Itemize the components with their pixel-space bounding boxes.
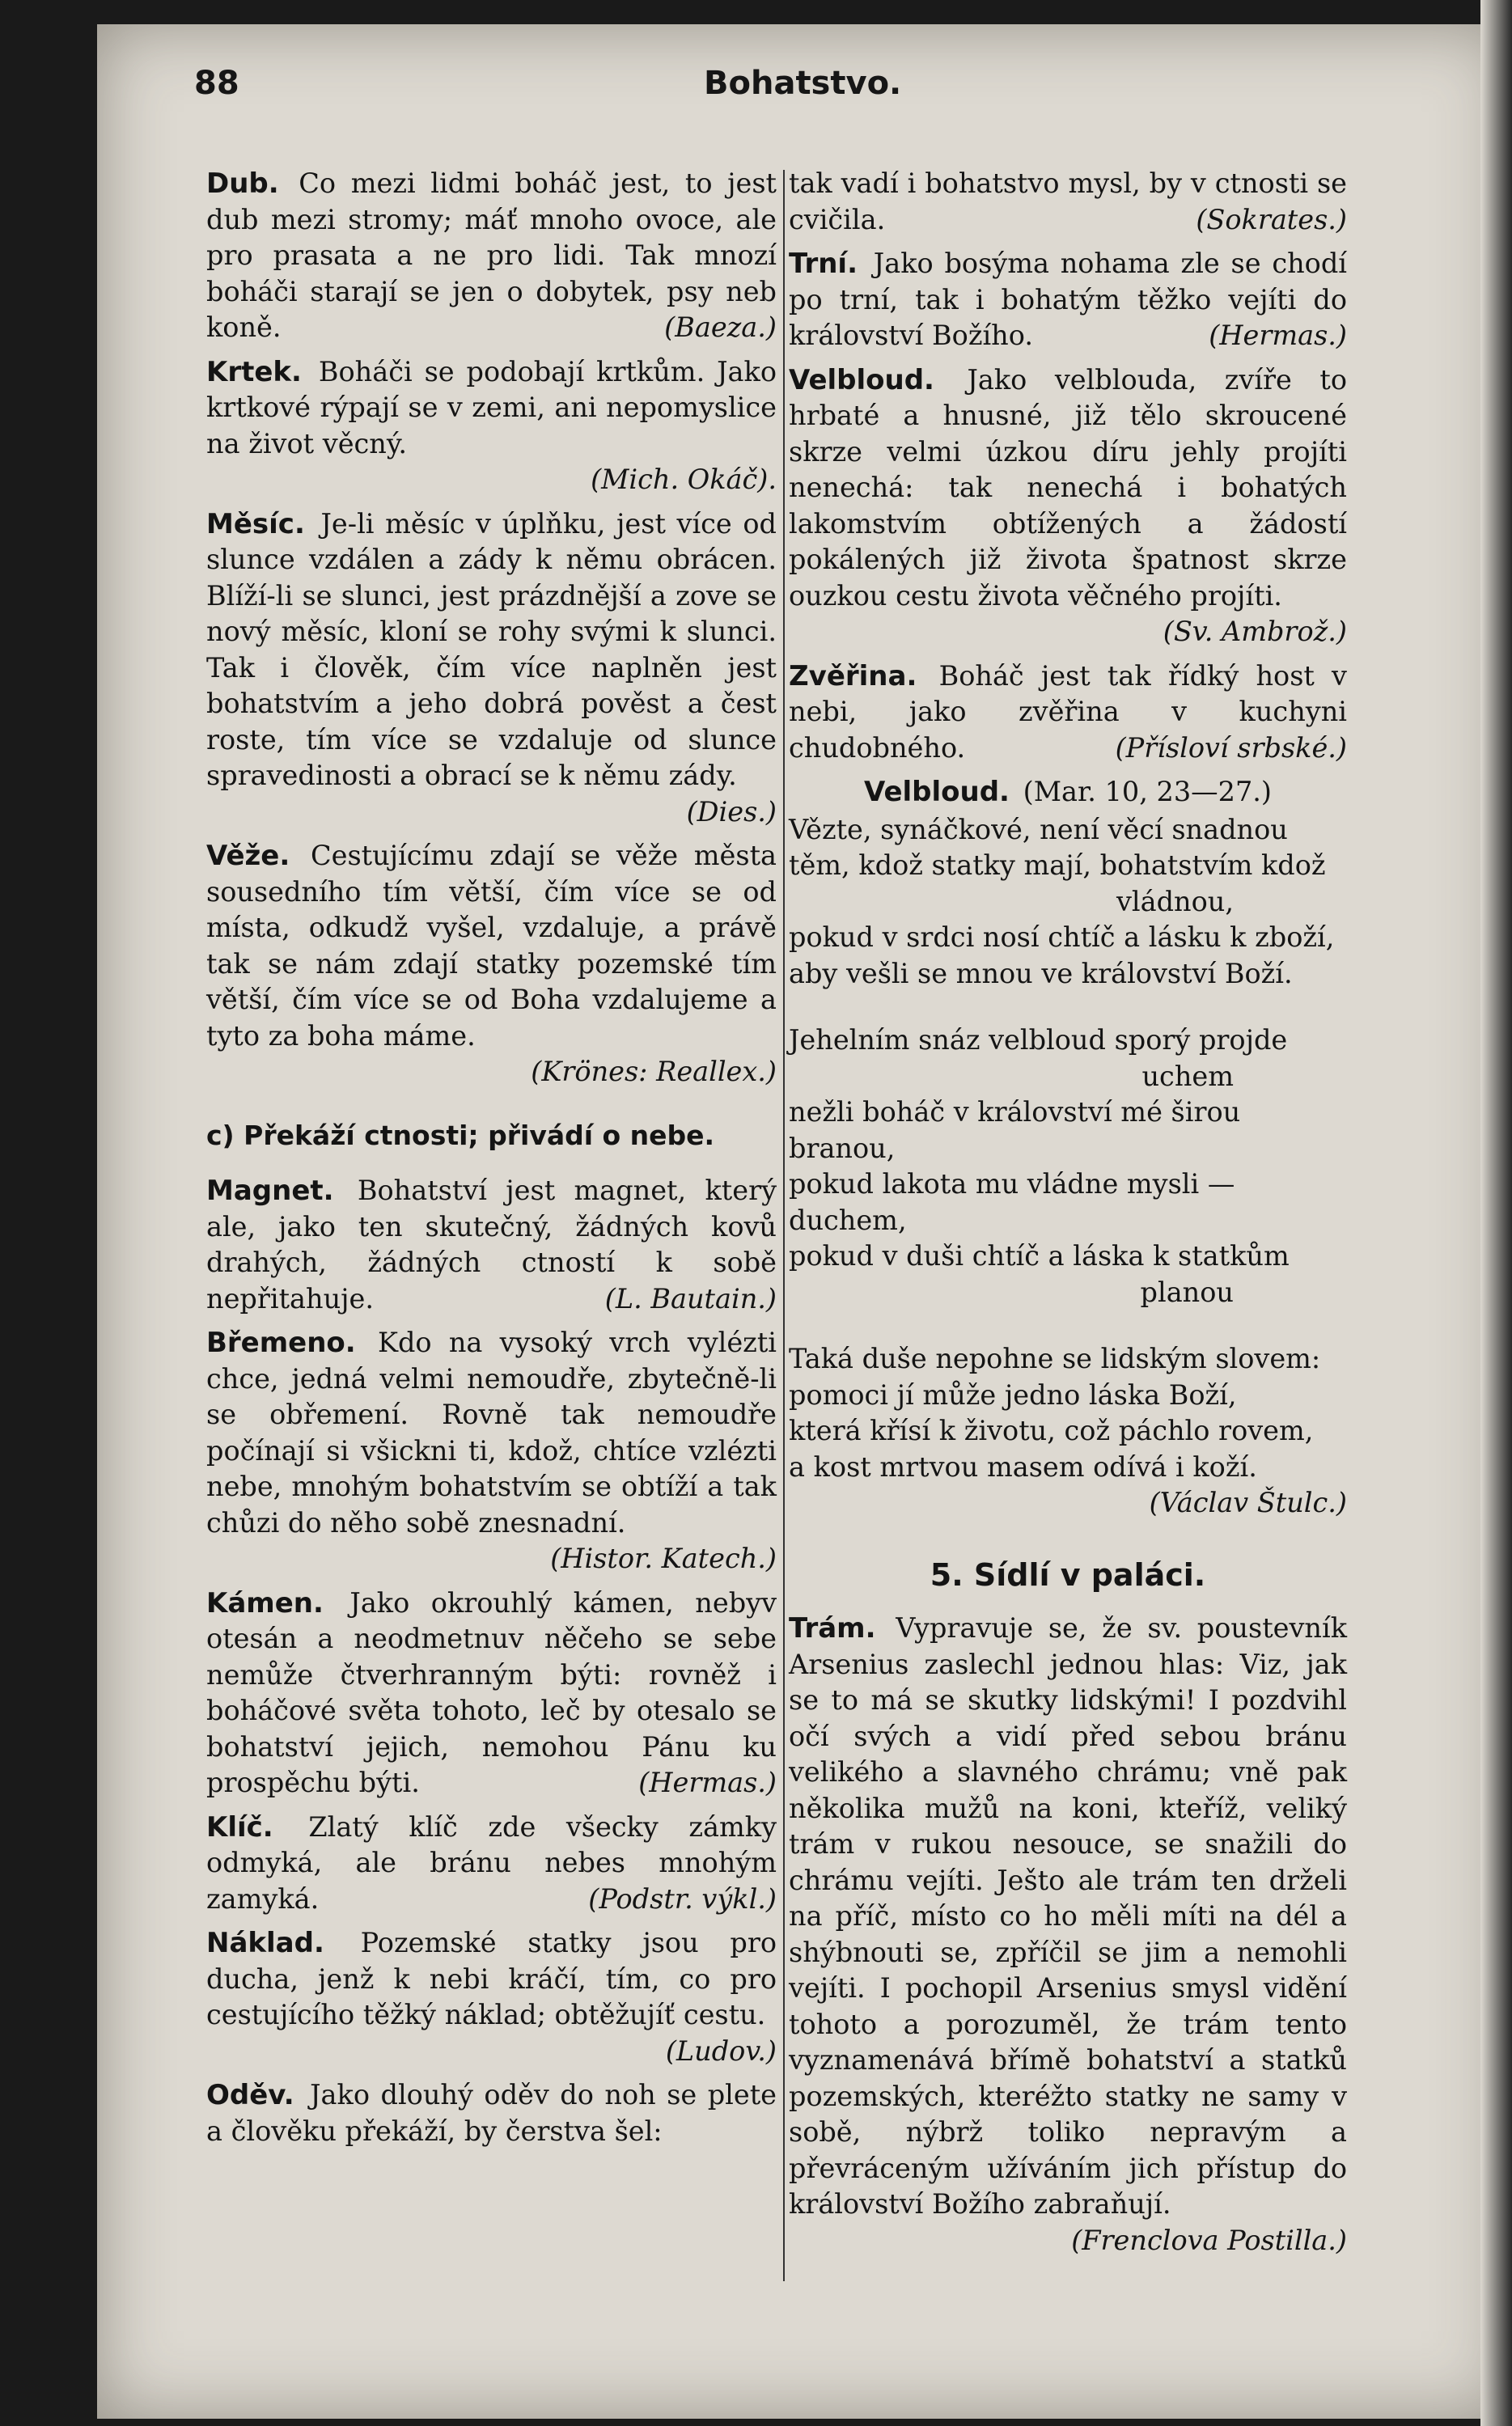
entry-source: (Dies.) bbox=[686, 795, 777, 828]
entry-text: Kdo na vysoký vrch vylézti chce, jedná velmi nemoudře, zbytečně-li se obřemení. Rovně tak nemoudře počínají si všickni ti, kdož, chtíce vzlézti nebe, mnohým bohatstvím se obtíží a tak chůzi do něho sobě znesnadní. bbox=[206, 1327, 777, 1539]
entry-source: (Baeza.) bbox=[664, 311, 777, 343]
entry-keyword: Klíč. bbox=[206, 1810, 273, 1844]
entry-source: (Mich. Okáč). bbox=[591, 464, 777, 495]
entry-bremeno bbox=[206, 1325, 777, 1577]
entry-mesic bbox=[206, 506, 777, 831]
entry-keyword: Trám. bbox=[789, 1612, 876, 1645]
verse-line: Vězte, synáčkové, není věcí snadnou bbox=[789, 813, 1288, 845]
verse-line: nežli boháč v království mé širou branou, bbox=[789, 1096, 1241, 1164]
entry-keyword: Dub. bbox=[206, 167, 279, 200]
verse-line: vládnou, bbox=[1116, 885, 1234, 917]
verse-line: která křísí k životu, což páchlo rovem, bbox=[789, 1415, 1314, 1446]
verse-line: Jehelním snáz velbloud sporý projde bbox=[789, 1024, 1288, 1056]
verse-line: pomoci jí může jedno láska Boží, bbox=[789, 1378, 1237, 1411]
entry-keyword: Měsíc. bbox=[206, 507, 305, 540]
entry-klic bbox=[206, 1810, 777, 1918]
entry-text: Jako bosýma nohama zle se chodí po trní, tak i bohatým těžko vejíti do království Božího. bbox=[789, 248, 1347, 351]
entry-keyword: Věže. bbox=[206, 840, 290, 872]
poem-stanza bbox=[789, 1341, 1347, 1485]
entry-text: Jako dlouhý oděv do noh se plete a člověku překáží, by čerstva šel: bbox=[206, 2079, 777, 2147]
verse-line: těm, kdož statky mají, bohatstvím kdož bbox=[789, 849, 1326, 881]
right-column bbox=[789, 166, 1347, 2267]
entry-velbloud bbox=[789, 362, 1347, 650]
entry-keyword: Krtek. bbox=[206, 355, 302, 388]
poem-keyword: Velbloud. bbox=[863, 776, 1010, 808]
verse-line: a kost mrtvou masem odívá i koží. bbox=[789, 1450, 1257, 1483]
entry-odev bbox=[206, 2077, 777, 2149]
left-column bbox=[206, 166, 777, 2157]
entry-source: (Histor. Katech.) bbox=[550, 1543, 777, 1574]
verse-line: pokud v srdci nosí chtíč a lásku k zboží, bbox=[789, 921, 1335, 953]
entry-text: Jako okrouhlý kámen, nebyv otesán a neodmetnuv něčeho se sebe nemůže čtverhranným býti: rovněž i boháčové světa tohoto, leč by otesalo se bohatství jejich, nemohou Pánu ku prospěchu býti. bbox=[206, 1586, 777, 1798]
entry-keyword: Magnet. bbox=[206, 1175, 334, 1207]
entry-veze bbox=[206, 838, 777, 1090]
entry-text: Cestujícímu zdají se věže města sousedního tím větší, čím více se od místa, odkudž vyšel, vzdaluje, a právě tak se nám zdají statky pozemské tím větší, čím více se od Boha vzdalujeme a tyto za boha máme. bbox=[206, 840, 777, 1052]
entry-keyword: Břemeno. bbox=[206, 1327, 356, 1359]
entry-source: (Frenclova Postilla.) bbox=[1071, 2224, 1347, 2256]
entry-text: Boháči se podobají krtkům. Jako krtkové rýpají se v zemi, ani nepomyslice na život věcný. bbox=[206, 355, 777, 459]
verse-line: uchem bbox=[1141, 1060, 1234, 1092]
entry-source: (Hermas.) bbox=[638, 1767, 777, 1798]
poem-stanza bbox=[789, 1022, 1347, 1310]
entry-text: Co mezi lidmi boháč jest, to jest dub mezi stromy; máť mnoho ovoce, ale pro prasata a ne pro lidi. Tak mnozí boháči starají se jen o dobytek, psy neb koně. bbox=[206, 167, 777, 343]
entry-magnet bbox=[206, 1173, 777, 1317]
verse-line: pokud lakota mu vládne mysli — duchem, bbox=[789, 1168, 1235, 1236]
entry-kamen bbox=[206, 1586, 777, 1802]
entry-krtek bbox=[206, 354, 777, 498]
entry-text: Pozemské statky jsou pro ducha, jenž k nebi kráčí, tím, co pro cestujícího těžký náklad; obtěžujíť cestu. bbox=[206, 1927, 777, 2030]
entry-source: (Sokrates.) bbox=[1196, 203, 1347, 235]
entry-keyword: Zvěřina. bbox=[789, 659, 917, 692]
entry-tram bbox=[789, 1611, 1347, 2259]
section-heading: 5. Sídlí v paláci. bbox=[930, 1556, 1206, 1593]
entry-keyword: Náklad. bbox=[206, 1927, 324, 1959]
running-title: Bohatstvo. bbox=[704, 65, 902, 102]
entry-source: (Podstr. výkl.) bbox=[588, 1882, 777, 1915]
entry-keyword: Trní. bbox=[789, 248, 858, 280]
verse-line: planou bbox=[1140, 1276, 1234, 1308]
entry-continuation bbox=[789, 166, 1347, 238]
subheading: c) Překáží ctnosti; přivádí o nebe. bbox=[206, 1119, 715, 1151]
poem-stanza bbox=[789, 812, 1347, 993]
entry-source: (Hermas.) bbox=[1209, 320, 1347, 351]
entry-source: (Přísloví srbské.) bbox=[1115, 731, 1347, 764]
entry-text: Bohatství jest magnet, který ale, jako ten skutečný, žádných kovů drahých, žádných ctností k sobě nepřitahuje. bbox=[206, 1175, 777, 1315]
entry-keyword: Velbloud. bbox=[789, 363, 934, 396]
verse-line: Taká duše nepohne se lidským slovem: bbox=[789, 1343, 1321, 1374]
entry-text: Jako velblouda, zvíře to hrbaté a hnusné, již tělo skroucené skrze velmi úzkou díru jehly projíti nenechá: tak nenechá i bohatých lakomstvím obtížených a žádostí pokálených již života špatnost skrze ouzkou cestu života věčného projíti. bbox=[789, 363, 1348, 612]
entry-source: (Ludov.) bbox=[665, 2034, 777, 2067]
entry-source: (L. Bautain.) bbox=[604, 1282, 777, 1315]
entry-keyword: Kámen. bbox=[206, 1586, 324, 1619]
entry-text: Zlatý klíč zde všecky zámky odmyká, ale bránu nebes mnohým zamyká. bbox=[206, 1810, 777, 1915]
entry-naklad bbox=[206, 1925, 777, 2069]
entry-text: Vypravuje se, že sv. poustevník Arsenius zaslechl jednou hlas: Viz, jak se to má se skutky lidskými! I pozdvihl očí svých a vidí před sebou bránu velikého a slavného chrámu; vně pak několika mužů na koni, kteříž, veliký trám v rukou nesouce, se snažili do chrámu vejíti. Ješto ale trám ten drželi na příč, místo co ho měli míti na dél a shýbnouti se, zpříčil se jim a nemohli vejíti. I pochopil Arsenius smysl vidění tohoto a porozuměl, že trám tento vyznamenává břímě bohatství a statků pozemských, kteréžto statky ne samy v sobě, nýbrž toliko nepravým a převráceným užíváním jich přístup do království Božího zabraňují. bbox=[789, 1612, 1347, 2220]
poem-reference: (Mar. 10, 23—27.) bbox=[1023, 776, 1272, 807]
entry-source: (Krönes: Reallex.) bbox=[531, 1056, 777, 1087]
entry-trni bbox=[789, 246, 1347, 354]
entry-source: (Sv. Ambrož.) bbox=[1163, 616, 1347, 647]
page-header bbox=[194, 65, 1480, 113]
poem-author: (Václav Štulc.) bbox=[1149, 1487, 1347, 1518]
entry-text: Je-li měsíc v úplňku, jest více od slunce vzdálen a zády k němu obrácen. Blíží-li se slunci, jest prázdnější a zove se nový měsíc, kloní se rohy svými k slunci. Tak i člověk, čím více naplněn jest bohatstvím a jeho dobrá pověst a čest roste, tím více se vzdaluje od slunce spravedinosti a obrací se k němu zády. bbox=[206, 507, 777, 791]
verse-line: aby vešli se mnou ve království Boží. bbox=[789, 957, 1293, 989]
verse-line: pokud v duši chtíč a láska k statkům bbox=[789, 1240, 1290, 1272]
entry-text: tak vadí i bohatstvo mysl, by v ctnosti se cvičila. bbox=[789, 167, 1347, 235]
page-number: 88 bbox=[194, 65, 239, 102]
entry-zverina bbox=[789, 658, 1347, 767]
poem-heading bbox=[789, 774, 1347, 811]
page-edge-shadow bbox=[1480, 0, 1512, 2426]
entry-dub bbox=[206, 166, 777, 346]
entry-text: Boháč jest tak řídký host v nebi, jako zvěřina v kuchyni chudobného. bbox=[789, 659, 1347, 764]
column-divider bbox=[783, 170, 785, 2281]
entry-keyword: Oděv. bbox=[206, 2079, 294, 2111]
